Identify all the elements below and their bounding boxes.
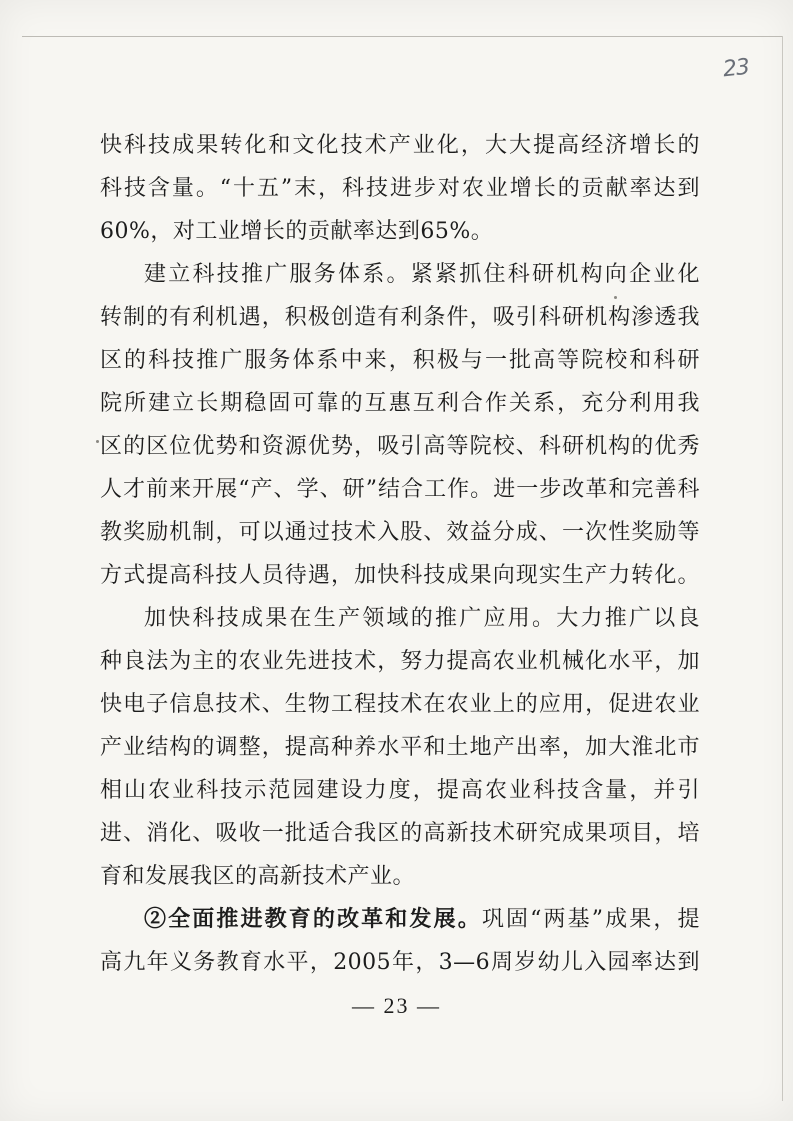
text-line: 科技含量。“十五”末，科技进步对农业增长的贡献率达到	[100, 176, 700, 201]
page-edge-top	[22, 36, 783, 37]
text-line: 快科技成果转化和文化技术产业化，大大提高经济增长的	[100, 133, 700, 158]
handwritten-page-mark: 23	[721, 54, 751, 83]
text-line: 转制的有利机遇，积极创造有利条件，吸引科研机构渗透我	[100, 305, 700, 330]
section-heading: ②全面推进教育的改革和发展。	[144, 906, 482, 932]
text-line: 60%，对工业增长的贡献率达到65%。	[100, 219, 494, 244]
text-line: 产业结构的调整，提高种养水平和土地产出率，加大淮北市	[100, 735, 700, 760]
text-line-heading	[100, 898, 700, 941]
text-line: 进、消化、吸收一批适合我区的高新技术研究成果项目，培	[100, 821, 700, 846]
text-line: 院所建立长期稳固可靠的互惠互利合作关系，充分利用我	[100, 391, 700, 416]
text-line: 教奖励机制，可以通过技术入股、效益分成、一次性奖励等	[100, 520, 700, 545]
text-line: 区的科技推广服务体系中来，积极与一批高等院校和科研	[100, 348, 700, 373]
text-line: 区的区位优势和资源优势，吸引高等院校、科研机构的优秀	[100, 434, 700, 459]
text-line: 育和发展我区的高新技术产业。	[100, 864, 416, 889]
text-line: 加快科技成果在生产领域的推广应用。大力推广以良	[144, 606, 700, 631]
text-line: 人才前来开展“产、学、研”结合工作。进一步改革和完善科	[100, 477, 700, 502]
text-line: 快电子信息技术、生物工程技术在农业上的应用，促进农业	[100, 692, 700, 717]
text-line: 建立科技推广服务体系。紧紧抓住科研机构向企业化	[144, 262, 700, 287]
text-line: 相山农业科技示范园建设力度，提高农业科技含量，并引	[100, 778, 700, 803]
page-edge-right	[782, 36, 783, 1101]
text-line: 高九年义务教育水平，2005年，3—6周岁幼儿入园率达到	[100, 950, 700, 975]
scan-speck	[614, 296, 617, 299]
text-line: 方式提高科技人员待遇，加快科技成果向现实生产力转化。	[100, 563, 700, 588]
body-text	[100, 124, 700, 984]
page-number: — 23 —	[352, 993, 441, 1018]
scan-speck	[96, 440, 99, 443]
text-span: 巩固“两基”成果，提	[481, 907, 700, 932]
text-line: 种良法为主的农业先进技术，努力提高农业机械化水平，加	[100, 649, 700, 674]
